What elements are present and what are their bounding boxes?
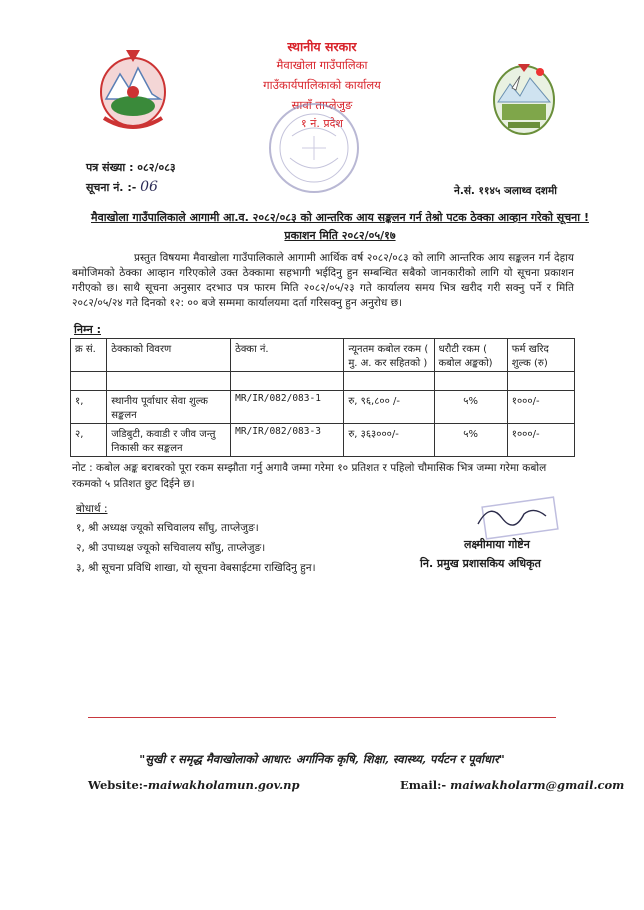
email-link[interactable]: maiwakholarm@gmail.com: [450, 778, 625, 792]
header-office-name: गाउँकार्यपालिकाको कार्यालय: [263, 78, 381, 92]
header-local-government: स्थानीय सरकार: [287, 39, 357, 54]
spacer-cell: [107, 372, 231, 391]
cc-item: ३, श्री सूचना प्रविधि शाखा, यो सूचना वेबसाईटमा राखिदिनु हुन।: [76, 562, 316, 574]
header-cell: ठेक्काको विवरण: [107, 339, 231, 372]
footer-divider: [88, 717, 556, 718]
office-seal-icon: [262, 96, 366, 200]
row-minimum-bid: रु, ३६३०००/-: [344, 424, 434, 457]
table-header-row: [71, 339, 575, 372]
spacer-cell: [231, 372, 344, 391]
header-cell: ठेक्का नं.: [231, 339, 344, 372]
website-link[interactable]: maiwakholamun.gov.np: [147, 778, 300, 792]
row-tender-number: MR/IR/082/083-3: [231, 424, 344, 457]
header-cell: फर्म खरिद शुल्क (रु): [507, 339, 574, 372]
notice-body: प्रस्तुत विषयमा मैवाखोला गाउँपालिकाले आगामी आर्थिक वर्ष २०८२/०८३ को लागि आन्तरिक आय सङ्कलन गर्न देहाय बमोजिमको ठेक्का आव्हान गरिएकोले उक्त ठेक्कामा सहभागी भईदिनु हुन सम्बन्धित सबैको जानकारीको लागि यो सूचना प्रकाशन गरीएको छ। साथै सूचना अनुसार दरभाउ पत्र फारम मिति २०८२/०५/२३ गते कार्यालय समय भित्र खरीद गरी सक्नु पर्ने र मिति २०८२/०५/२४ गते दिनको १२: ०० बजे सम्ममा कार्यालयमा दर्ता गरिसक्नु हुन अनुरोध छ।: [72, 252, 574, 309]
header-cell: न्यूनतम कबोल रकम ( मु. अ. कर सहितको ): [344, 339, 434, 372]
letter-number: पत्र संख्या : ०८२/०८३: [86, 161, 176, 174]
footer-website: [88, 778, 300, 792]
spacer-cell: [434, 372, 507, 391]
header-cell: धरौटी रकम ( कबोल अङ्कको): [434, 339, 507, 372]
row-description: स्थानीय पूर्वाधार सेवा शुल्क सङ्कलन: [107, 391, 231, 424]
cc-heading: बोधार्थ :: [76, 503, 108, 515]
cc-item: २, श्री उपाध्यक्ष ज्यूको सचिवालय साँघु, ताप्लेजुङ।: [76, 542, 266, 554]
municipality-slogan: "सुखी र समृद्ध मैवाखोलाको आधार: अर्गानिक कृषि, शिक्षा, स्वास्थ्य, पर्यटन र पूर्वाधार": [139, 752, 505, 766]
row-serial: २,: [71, 424, 107, 457]
website-label: Website:-: [88, 778, 148, 792]
signatory-name: लक्ष्मीमाया गोष्टेन: [464, 538, 530, 551]
signature-stamp-icon: [476, 496, 562, 542]
discount-note: नोट : कबोल अङ्क बराबरको पूरा रकम सम्झौता गर्नु अगावै जम्मा गरेमा १० प्रतिशत र पहिलो चौमासिक भित्र जम्मा गरेमा कबोल रकमको ५ प्रतिशत छुट दिईने छ।: [72, 462, 547, 490]
row-minimum-bid: रु, ९६,८०० /-: [344, 391, 434, 424]
row-serial: १,: [71, 391, 107, 424]
notice-number-handwritten: 06: [140, 179, 158, 195]
notice-number-label: सूचना नं. :-: [86, 181, 137, 194]
header-municipality-name: मैवाखोला गाउँपालिका: [276, 58, 368, 72]
nepal-emblem-icon: [96, 44, 170, 134]
cc-item: १, श्री अध्यक्ष ज्यूको सचिवालय साँघु, ताप्लेजुङ।: [76, 522, 259, 534]
table-row: [71, 391, 575, 424]
spacer-cell: [344, 372, 434, 391]
spacer-cell: [507, 372, 574, 391]
row-description: जडिबुटी, कवाडी र जीव जन्तु निकासी कर सङ्कलन: [107, 424, 231, 457]
header-cell: क्र सं.: [71, 339, 107, 372]
list-heading: निम्न :: [74, 323, 101, 336]
row-deposit: ५%: [434, 391, 507, 424]
row-form-fee: १०००/-: [507, 424, 574, 457]
email-label: Email:-: [400, 778, 447, 792]
nepal-sambat-date: ने.सं. ११४५ ञलाथ्व दशमी: [454, 185, 557, 197]
published-date: प्रकाशन मिति २०८२/०५/१७: [284, 229, 396, 242]
row-tender-number: MR/IR/082/083-1: [231, 391, 344, 424]
notice-number: [86, 179, 158, 195]
tender-table: [70, 338, 575, 457]
row-form-fee: १०००/-: [507, 391, 574, 424]
header-address: सावाँ ताप्लेजुङ: [291, 98, 353, 112]
notice-title: मैवाखोला गाउँपालिकाले आगामी आ.व. २०८२/०८३ को आन्तरिक आय सङ्कलन गर्न तेश्रो पटक ठेक्का आव्हान गरेको सूचना !: [91, 211, 589, 224]
header-province: १ नं. प्रदेश: [301, 117, 343, 130]
table-spacer-row: [71, 372, 575, 391]
row-deposit: ५%: [434, 424, 507, 457]
municipality-logo-icon: [490, 58, 558, 138]
signatory-designation: नि. प्रमुख प्रशासकिय अधिकृत: [420, 557, 541, 570]
spacer-cell: [71, 372, 107, 391]
table-row: [71, 424, 575, 457]
footer-email: [400, 778, 624, 792]
